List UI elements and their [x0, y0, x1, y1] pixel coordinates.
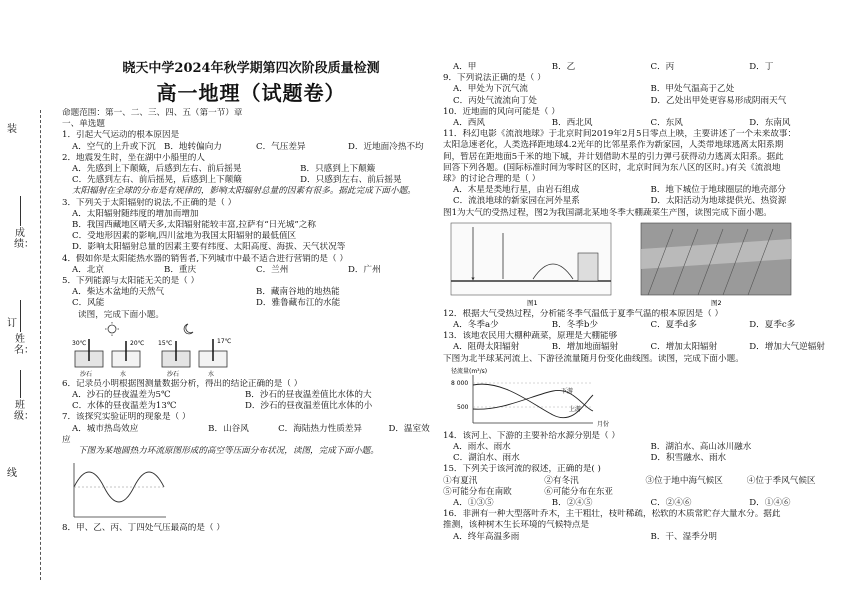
- q2-options-row1: [62, 164, 440, 175]
- q16-options: [443, 532, 848, 543]
- q7-option-d: D．温室效: [388, 423, 430, 434]
- binding-label-ding: 订: [7, 318, 17, 329]
- q4-option-d: D．广州: [348, 264, 381, 275]
- q4-option-a: A．北京: [72, 264, 104, 275]
- q12-option-b: B．冬季b少: [551, 320, 598, 331]
- q15-stmt-2: ②有冬汛: [544, 475, 579, 486]
- q4-option-c: C．兰州: [256, 264, 289, 275]
- score-field-label: 成绩：: [14, 228, 34, 250]
- q13-option-b: B．增加地面辐射: [551, 342, 619, 353]
- q15-options: [443, 498, 848, 509]
- temp-label-1: 30℃: [72, 339, 87, 347]
- building-shape: [578, 253, 598, 281]
- q9-option-b: B．甲处气温高于乙处: [650, 84, 735, 95]
- question-16-line1: 16．非洲有一种大型落叶乔木，主干粗壮，枝叶稀疏，松软的木质常贮存大量水分。据此: [443, 509, 781, 520]
- q1-options: [62, 142, 440, 153]
- binding-label-zhuang: 装: [7, 124, 17, 135]
- q15-stmt-5: ⑤可能分布在南欧: [443, 486, 512, 497]
- q15-option-a: A．①③⑤: [453, 498, 494, 509]
- q12-options: [443, 320, 848, 331]
- class-field-line: [20, 370, 21, 398]
- question-6: 6．记录员小明根据图测量数据分析，得出的结论正确的是（ ）: [62, 378, 303, 389]
- q13-options: [443, 342, 848, 353]
- q6-options-row2: [62, 401, 440, 412]
- q13-option-d: D．增加大气逆辐射: [749, 342, 825, 353]
- question-12: 12．根据大气受热过程，分析能冬季气温低于夏季气温的根本原因是（ ）: [443, 308, 724, 319]
- q16-option-a: A．终年高温多雨: [453, 531, 520, 542]
- question-8: 8．甲、乙、丙、丁四处气压最高的是（ ）: [62, 523, 225, 534]
- intro-q8-q10: 下图为某地圆热力环流原图形成的高空等压面分布状况，读图，完成下面小题。: [78, 446, 379, 457]
- q4-option-b: B．重庆: [164, 264, 197, 275]
- q14-options-row2: [443, 453, 848, 464]
- q3-option-c: C．受地形因素的影响,四川盆地为我国太阳辐射的最低值区: [72, 231, 297, 242]
- exam-subject: 高一地理（试题卷）: [156, 81, 346, 105]
- q10-option-c: C．东风: [650, 118, 683, 129]
- q4-options: [62, 265, 440, 276]
- q8-option-b: B．乙: [551, 62, 576, 72]
- q8-option-d: D．丁: [749, 62, 774, 72]
- x-axis-label: 月份: [597, 420, 610, 428]
- q15-stmt-1: ①有夏汛: [443, 475, 478, 486]
- sand-label-2: 沙石: [167, 370, 180, 378]
- question-11-line4: 回答下列各题。(国际标准时间为零时区的区时，北京时间为东八区的区时。)有关《流浪地: [443, 162, 781, 173]
- intro-q3-q4: 太阳辐射在全球的分布是有规律的，影响太阳辐射总量的因素有很多。据此完成下面小题。: [72, 186, 416, 197]
- q2-options-row2: [62, 175, 440, 186]
- question-10: 10．近地面的风向可能是（ ）: [443, 106, 560, 117]
- section-heading: 一、单选题: [62, 119, 105, 130]
- sand-label-1: 沙石: [80, 370, 93, 378]
- question-13: 13．该地农民用大棚种蔬菜，原理是大棚能够: [443, 331, 618, 342]
- q15-option-b: B．②④⑤: [551, 498, 593, 509]
- q13-option-c: C．增加太阳辐射: [650, 342, 718, 353]
- q9-options-row1: [443, 84, 848, 95]
- q12-option-c: C．夏季d多: [650, 320, 697, 331]
- figure-2-caption: 图2: [711, 298, 722, 307]
- q16-option-b: B．干、湿季分明: [650, 531, 717, 542]
- score-field-line: [20, 196, 21, 226]
- question-1: 1．引起大气运动的根本原因是: [62, 130, 180, 141]
- q11-options-row1: [443, 185, 848, 196]
- question-7: 7．该探究实验证明的现象是（ ）: [62, 412, 191, 423]
- water-label-1: 水: [120, 370, 127, 378]
- right-column: [443, 62, 848, 543]
- isobar-figure: [66, 457, 176, 523]
- y-tick-high: 8 000: [451, 379, 469, 387]
- q13-option-a: A．阻碍太阳辐射: [453, 342, 520, 353]
- class-field-label: 班级：: [14, 400, 34, 422]
- q6-option-c: C．水体的昼夜温差为13℃: [72, 401, 177, 412]
- question-11-line5: 球》的讨论合理的是（ ）: [443, 174, 541, 185]
- q11-option-a: A．木星是类地行星，由岩石组成: [453, 185, 580, 196]
- q15-stmt-4: ④位于季风气候区: [746, 475, 816, 486]
- q15-statements-row2: [443, 487, 848, 498]
- temp-label-4: 17℃: [217, 337, 232, 345]
- q12-option-d: D．夏季c多: [749, 320, 796, 331]
- q10-option-a: A．西风: [453, 118, 485, 129]
- q2-option-d: D．只感到左右、前后摇晃: [300, 175, 402, 186]
- q8-option-c: C．丙: [650, 62, 675, 72]
- q7-option-a: A．城市热岛效应: [72, 423, 139, 434]
- temp-label-2: 20℃: [130, 339, 145, 347]
- temp-label-3: 15℃: [158, 339, 173, 347]
- q5-option-b: B．藏南谷地的地热能: [256, 287, 340, 298]
- figure-1-caption: 图1: [527, 298, 538, 307]
- q6-option-a: A．沙石的昼夜温差为5℃: [72, 390, 171, 401]
- q11-options-row2: [443, 196, 848, 207]
- question-11-line3: 间，暂居在距地面5千米的地下城，并计划借助木星的引力弹弓获得动力逃离太阳系。据此: [443, 151, 784, 162]
- q10-option-b: B．西北风: [551, 118, 593, 129]
- q9-options-row2: [443, 96, 848, 107]
- question-2: 2．地震发生时，坐在湖中小船里的人: [62, 152, 205, 163]
- q15-statements-row1: [443, 476, 848, 487]
- name-field-label: 姓名：: [14, 334, 34, 356]
- q15-stmt-6: ⑥可能分布在东亚: [544, 486, 614, 497]
- q8-options: [443, 62, 848, 73]
- q2-option-b: B．只感到上下颠簸: [300, 164, 376, 175]
- runoff-graph-ylabel: 径流量(m³/s): [451, 367, 488, 375]
- q5-options-row1: [62, 287, 440, 298]
- binding-margin: [0, 0, 62, 608]
- q15-option-c: C．②④⑥: [650, 498, 692, 509]
- question-11-line1: 11．科幻电影《流浪地球》于北京时间2019年2月5日零点上映，主要讲述了一个未来故事：: [443, 129, 797, 140]
- q14-option-a: A．雨水、雨水: [453, 442, 511, 453]
- water-label-2: 水: [208, 370, 215, 378]
- q3-option-a: A．太阳辐射随纬度的增加而增加: [72, 208, 199, 219]
- binding-label-xian: 线: [7, 468, 17, 479]
- q3-option-b: B．我国西藏地区晴天多,太阳辐射能较丰富,拉萨有“日光城”之称: [72, 220, 317, 231]
- graph-intro: 下图为北半球某河流上、下游径流量随月份变化曲线图。读图，完成下面小题。: [443, 353, 744, 364]
- q7-option-b: B．山谷风: [208, 423, 249, 434]
- q15-option-d: D．①④⑥: [749, 498, 791, 509]
- q11-option-c: C．流浪地球的新家园在河外星系: [453, 196, 580, 207]
- heating-process-figure: [451, 223, 611, 295]
- q7-options: [62, 424, 440, 435]
- q5-option-c: C．风能: [72, 298, 105, 309]
- runoff-graph: [443, 365, 643, 431]
- q14-option-b: B．湖泊水、高山冰川融水: [650, 442, 752, 453]
- greenhouse-photo: [641, 223, 791, 295]
- q14-option-d: D．积雪融水、雨水: [650, 453, 727, 464]
- question-11-line2: 太阳急速老化，人类选择距地球4.2光年的比邻星系作为新家园，人类带地球逃离太阳系期: [443, 140, 784, 151]
- moon-icon: [184, 324, 193, 334]
- question-9: 9．下列说法正确的是（ ）: [443, 73, 546, 84]
- question-14: 14．该河上、下游的主要补给水源分别是（ ）: [443, 430, 620, 441]
- experiment-figure: [70, 321, 250, 379]
- q1-option-a: A．空气的上升或下沉: [72, 141, 156, 152]
- binding-line: [40, 110, 41, 580]
- q1-option-b: B．地转偏向力: [164, 141, 222, 152]
- q3-option-d: D．影响太阳辐射总量的因素主要有纬度、太阳高度、海拔、天气状况等: [72, 242, 346, 253]
- q10-option-d: D．东南风: [749, 118, 791, 129]
- q1-option-c: C．气压差异: [256, 141, 306, 152]
- q15-stmt-3: ③位于地中海气候区: [645, 475, 723, 486]
- question-5: 5．下列能源与太阳能无关的是（ ）: [62, 276, 200, 287]
- question-16-line2: 推测，该种树木生长环境的气候特点是: [443, 520, 590, 531]
- q9-option-d: D．乙处出甲处更容易形成阴雨天气: [650, 95, 787, 106]
- question-15: 15．下列关于该河流的叙述，正确的是( ): [443, 464, 601, 475]
- question-4: 4．假如你是太阳能热水器的销售者,下列城市中最不适合进行营销的是（ ）: [62, 253, 348, 264]
- left-column: [62, 60, 440, 534]
- y-tick-low: 500: [457, 403, 469, 411]
- q14-option-c: C．湖泊水、雨水: [453, 453, 520, 464]
- name-field-line: [20, 300, 21, 332]
- question-3: 3．下列关于太阳辐射的说法,不正确的是（ ）: [62, 197, 237, 208]
- q8-option-a: A．甲: [453, 62, 477, 72]
- q2-option-a: A．先感到上下颠簸，后感到左右、前后摇晃: [72, 164, 242, 175]
- q9-option-a: A．甲处为下沉气流: [453, 84, 528, 95]
- figures-intro: 图1为大气的受热过程，图2为我国湖北某地冬季大棚蔬菜生产图，读图完成下面小题。: [443, 207, 772, 218]
- q5-option-a: A．柴达木盆地的天然气: [72, 287, 165, 298]
- q6-options-row1: [62, 390, 440, 401]
- q7-option-c: C．海陆热力性质差异: [278, 423, 362, 434]
- q14-options-row1: [443, 442, 848, 453]
- q5-options-row2: [62, 298, 440, 309]
- q12-option-a: A．冬季a少: [453, 320, 499, 331]
- exam-scope: 命题范围：第一、二、三、四、五（第一节）章: [62, 108, 243, 118]
- q9-option-c: C．丙处气流流向丁处: [453, 95, 537, 106]
- downstream-label: 下游: [561, 387, 574, 395]
- q10-options: [443, 118, 848, 129]
- figures-row: [443, 219, 843, 309]
- sun-icon: [105, 322, 119, 336]
- q2-option-c: C．先感到左右、前后摇晃，后感到上下颠簸: [72, 175, 242, 186]
- q5-option-d: D．雅鲁藏布江的水能: [256, 298, 341, 309]
- exam-title: 晓天中学2024年秋学期第四次阶段质量检测: [122, 61, 380, 76]
- q6-option-b: B．沙石的昼夜温差值比水体的大: [244, 390, 372, 401]
- q11-option-b: B．地下城位于地球圈层的地壳部分: [650, 185, 786, 196]
- q11-option-d: D．太阳活动为地球提供光、热资源: [650, 196, 787, 207]
- q1-option-d: D．近地面冷热不均: [348, 141, 424, 152]
- q7-option-d-wrap: 应: [62, 434, 71, 445]
- upstream-label: 上游: [569, 405, 582, 413]
- read-figure-prompt: 读图，完成下面小题。: [78, 309, 164, 320]
- q6-option-d: D．沙石的昼夜温差值比水体的小: [244, 401, 373, 412]
